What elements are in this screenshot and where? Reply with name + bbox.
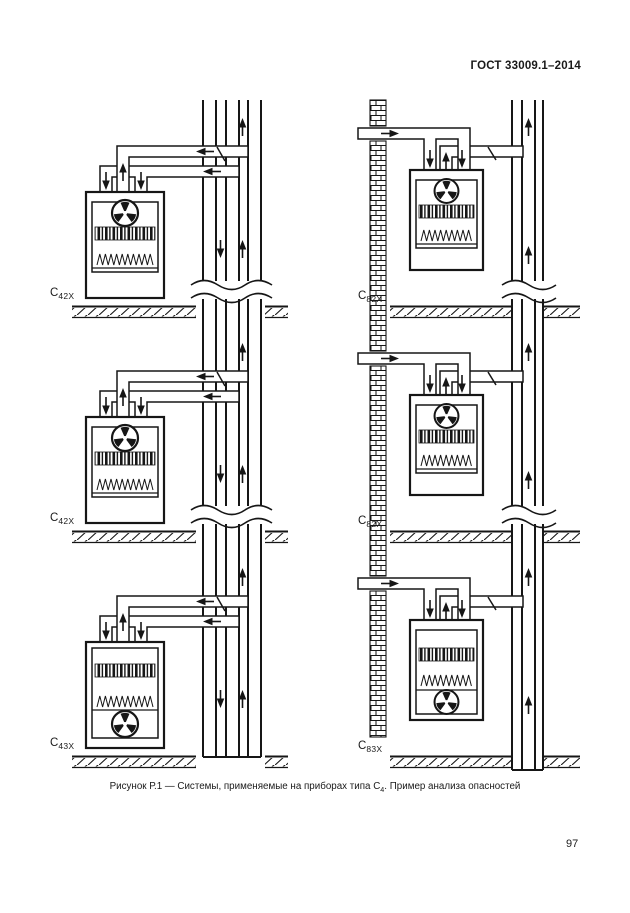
label-subscript: 83X: [366, 744, 383, 754]
appliance-label-c42x-2: [50, 512, 74, 524]
label-subscript: 42X: [58, 291, 75, 301]
floor-right-row1: [390, 307, 580, 318]
appliance-c83x-row3: [410, 620, 483, 720]
appliance-label-c83x: [358, 740, 382, 752]
page-number: 97: [566, 838, 579, 850]
duct-system-right: [512, 100, 543, 770]
appliance-label-c43x: [50, 737, 74, 749]
brick-wall: [370, 100, 386, 737]
appliance-label-c82x-1: [358, 290, 382, 302]
appliance-label-c82x-2: [358, 515, 382, 527]
floor-left-row2: [72, 532, 288, 543]
floor-left-row3: [72, 757, 288, 768]
caption-text-suffix: . Пример анализа опасностей: [384, 781, 521, 792]
break-symbol-right-row1: [502, 281, 556, 303]
appliance-c42x-row2: [86, 417, 164, 523]
appliance-c43x-row3: [86, 642, 164, 748]
standard-number: ГОСТ 33009.1–2014: [470, 60, 581, 72]
label-subscript: 42X: [58, 516, 75, 526]
label-base: C: [50, 737, 59, 749]
appliance-c82x-row2: [410, 395, 483, 495]
floor-right-row2: [390, 532, 580, 543]
floor-left-row1: [72, 307, 288, 318]
label-subscript: 43X: [58, 741, 75, 751]
break-symbol-right-row2: [502, 506, 556, 528]
label-base: C: [50, 287, 59, 299]
label-base: C: [358, 740, 367, 752]
appliance-c82x-row1: [410, 170, 483, 270]
figure-caption: [0, 781, 630, 792]
label-base: C: [50, 512, 59, 524]
caption-subscript: 4: [380, 784, 385, 794]
label-subscript: 82X: [366, 519, 383, 529]
appliance-c42x-row1: [86, 192, 164, 298]
label-base: C: [358, 515, 367, 527]
floor-right-row3: [390, 757, 580, 768]
duct-system-left: [203, 100, 261, 757]
appliance-label-c42x-1: [50, 287, 74, 299]
label-subscript: 82X: [366, 294, 383, 304]
caption-text: Рисунок Р.1 — Системы, применяемые на приборах типа C: [109, 781, 381, 792]
label-base: C: [358, 290, 367, 302]
